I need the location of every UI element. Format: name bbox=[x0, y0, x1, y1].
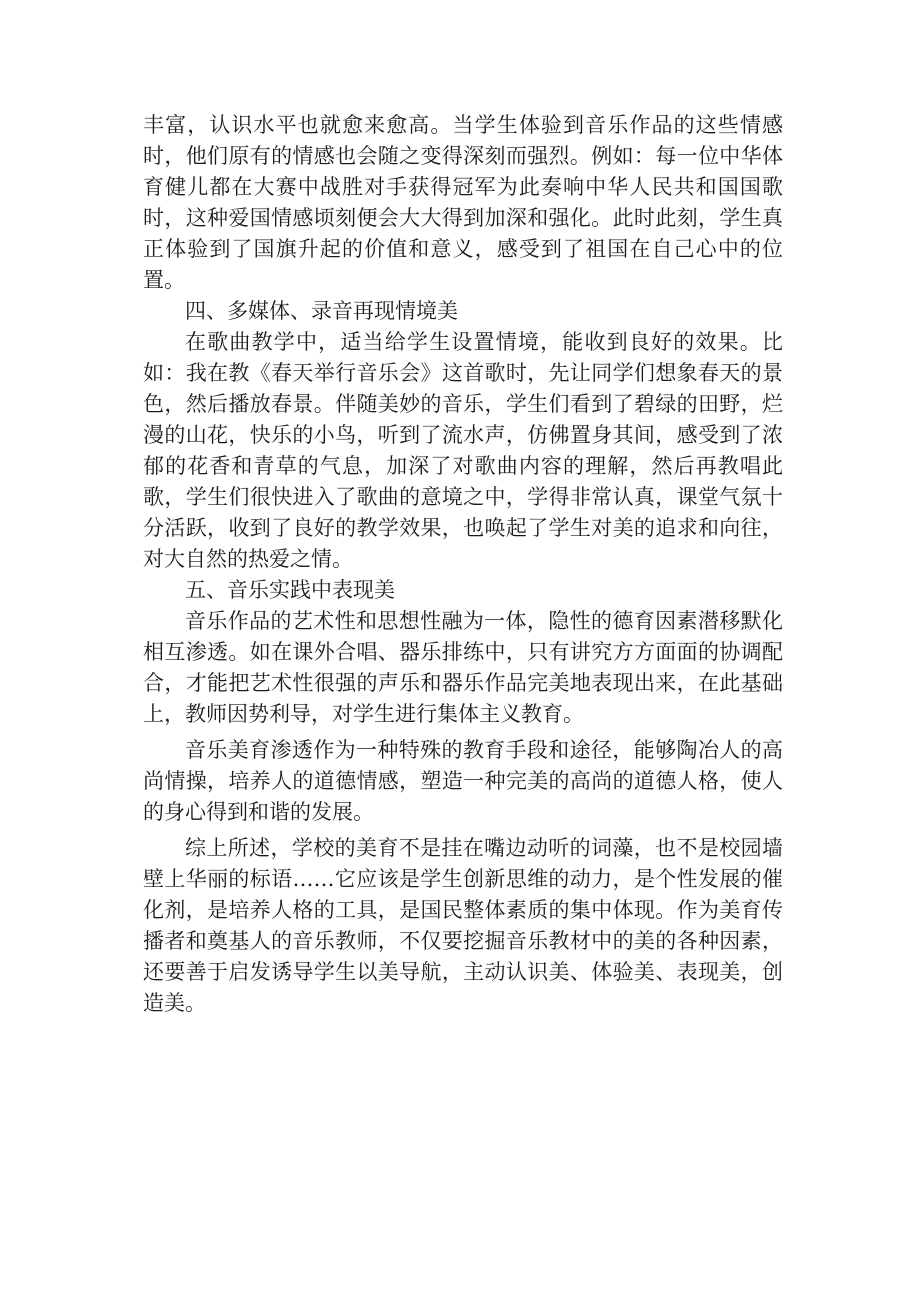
document-body bbox=[143, 110, 783, 1019]
paragraph-scenario: 在歌曲教学中，适当给学生设置情境，能收到良好的效果。比如：我在教《春天举行音乐会》这首歌时，先让同学们想象春天的景色，然后播放春景。伴随美妙的音乐，学生们看到了碧绿的田野，烂漫的山花，快乐的小鸟，听到了流水声，仿佛置身其间，感受到了浓郁的花香和青草的气息，加深了对歌曲内容的理解，然后再教唱此歌，学生们很快进入了歌曲的意境之中，学得非常认真，课堂气氛十分活跃，收到了良好的教学效果，也唤起了学生对美的追求和向往，对大自然的热爱之情。 bbox=[143, 330, 783, 571]
section-heading-5: 五、音乐实践中表现美 bbox=[185, 578, 395, 602]
section-heading-4: 四、多媒体、录音再现情境美 bbox=[185, 299, 458, 323]
paragraph-practice: 音乐作品的艺术性和思想性融为一体，隐性的德育因素潜移默化相互渗透。如在课外合唱、器乐排练中，只有讲究方方面面的协调配合，才能把艺术性很强的声乐和器乐作品完美地表现出来，在此基础上，教师因势利导，对学生进行集体主义教育。 bbox=[143, 609, 783, 726]
paragraph-conclusion: 综上所述，学校的美育不是挂在嘴边动听的词藻，也不是校园墙壁上华丽的标语……它应该是学生创新思维的动力，是个性发展的催化剂，是培养人格的工具，是国民整体素质的集中体现。作为美育传播者和奠基人的音乐教师，不仅要挖掘音乐教材中的美的各种因素，还要善于启发诱导学生以美导航，主动认识美、体验美、表现美，创造美。 bbox=[143, 836, 783, 1015]
paragraph-aesthetic-education: 音乐美育渗透作为一种特殊的教育手段和途径，能够陶冶人的高尚情操，培养人的道德情感，塑造一种完美的高尚的道德人格，使人的身心得到和谐的发展。 bbox=[143, 738, 783, 824]
paragraph-continuation: 丰富，认识水平也就愈来愈高。当学生体验到音乐作品的这些情感时，他们原有的情感也会随之变得深刻而强烈。例如：每一位中华体育健儿都在大赛中战胜对手获得冠军为此奏响中华人民共和国国歌时，这种爱国情感顷刻便会大大得到加深和强化。此时此刻，学生真正体验到了国旗升起的价值和意义，感受到了祖国在自己心中的位置。 bbox=[143, 113, 783, 292]
